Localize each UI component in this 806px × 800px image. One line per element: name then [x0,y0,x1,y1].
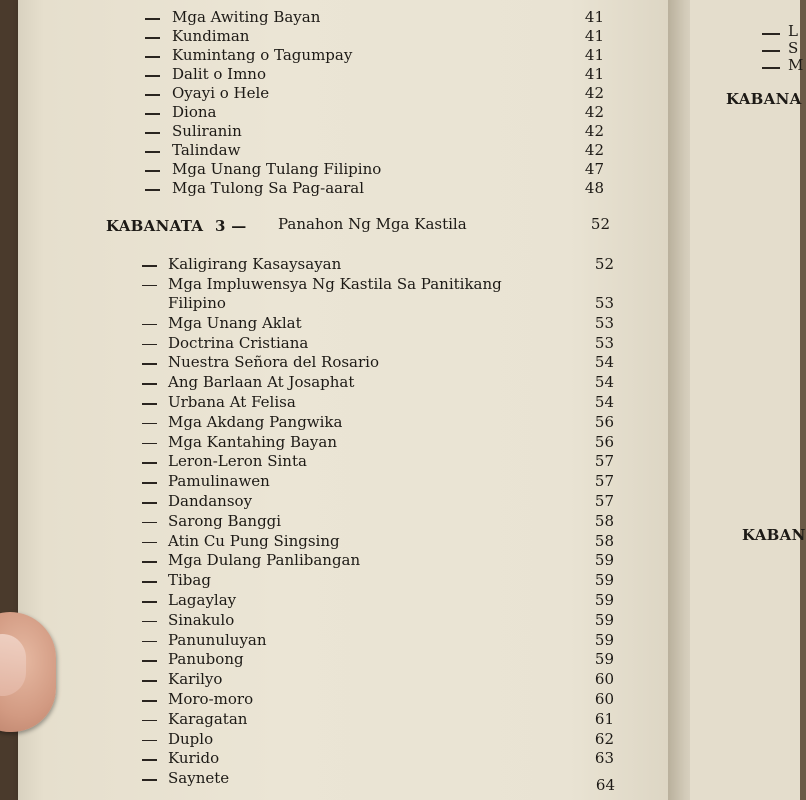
toc-dash [142,660,157,662]
right-dash [762,67,780,69]
toc-entry-label: Moro-moro [168,690,254,708]
toc-dash [142,383,157,385]
toc-dash [145,18,160,20]
toc-entry-page: 48 [584,179,604,197]
toc-entry-page: 57 [594,452,614,471]
toc-entry-label: Sarong Banggi [168,511,282,530]
toc-dash [142,403,157,405]
toc-dash [145,132,160,134]
toc-dash [142,601,157,603]
right-entry: M [788,56,804,74]
toc-entry-label: Leron-Leron Sinta [168,452,307,471]
toc-entry-page: 62 [594,729,614,748]
toc-entry-page: 41 [584,8,604,26]
toc-entry-label: Kundiman [172,27,250,45]
chapter-number: 3 — [215,217,247,235]
right-dash [762,50,780,52]
toc-dash [142,779,157,781]
toc-entry-label: Mga Unang Tulang Filipino [172,160,382,178]
toc-entry-label: Talindaw [172,141,241,159]
toc-entry-page: 41 [584,46,604,64]
toc-entry-page: 59 [594,591,614,609]
toc-entry-page: 42 [584,103,604,121]
toc-entry-label: Dalit o Imno [172,65,266,83]
toc-entry-label: Karagatan [168,709,248,728]
toc-dash [142,700,157,702]
toc-entry-page: 59 [594,610,614,629]
toc-dash [142,324,157,326]
toc-dash [142,462,157,464]
toc-entry-page: 53 [594,313,614,332]
toc-entry-page: 59 [594,650,614,669]
toc-dash [142,581,157,583]
toc-dash [142,759,157,761]
toc-entry-page: 52 [594,255,614,273]
toc-dash [145,113,160,115]
toc-entry-label: Duplo [168,729,214,748]
toc-entry-page: 54 [594,373,614,392]
toc-entry-label: Diona [172,103,217,121]
toc-entry-label: Urbana At Felisa [168,393,296,411]
toc-dash [142,502,157,504]
toc-entry-page: 58 [594,531,614,550]
toc-entry-page: 53 [594,293,614,312]
toc-dash [142,285,157,287]
toc-entry-label: Panubong [168,650,244,669]
toc-entry-label: Mga Akdang Pangwika [168,412,343,431]
toc-dash [142,542,157,544]
toc-entry-page: 56 [594,432,614,451]
toc-entry-label: Saynete [168,769,230,788]
toc-entry-label: Kurido [168,749,220,768]
toc-entry-page: 41 [584,65,604,83]
toc-dash [142,443,157,445]
toc-entry-label: Dandansoy [168,492,253,510]
toc-entry-label: Mga Unang Aklat [168,313,302,332]
toc-dash [142,561,157,563]
toc-entry-label: Kumintang o Tagumpay [172,46,353,64]
toc-dash [142,680,157,682]
chapter-label: KABANATA [106,217,204,235]
toc-entry-label: Mga Awiting Bayan [172,8,321,26]
toc-entry-page: 63 [594,749,614,768]
toc-entry-page: 58 [594,511,614,530]
toc-dash [145,75,160,77]
toc-entry-page: 47 [584,160,604,178]
right-entry: L [788,22,798,40]
toc-dash [142,522,157,524]
toc-dash [142,740,157,742]
toc-entry-page: 42 [584,141,604,159]
toc-entry-page: 54 [594,353,614,372]
toc-entry-label: Suliranin [172,122,242,140]
chapter-title: Panahon Ng Mga Kastila [278,215,467,233]
trailing-page-number: 64 [595,776,615,794]
toc-dash [142,423,157,425]
toc-entry-label: Karilyo [168,670,223,689]
toc-entry-label: Mga Dulang Panlibangan [168,551,361,570]
toc-entry-page: 59 [594,571,614,590]
toc-entry-page: 59 [594,551,614,570]
toc-dash [142,720,157,722]
toc-entry-page: 54 [594,393,614,411]
toc-dash [142,363,157,365]
toc-dash [142,265,157,267]
toc-entry-label: Lagaylay [168,591,237,609]
toc-dash [145,151,160,153]
toc-entry-page: 42 [584,122,604,140]
toc-entry-label: Ang Barlaan At Josaphat [168,373,355,392]
toc-dash [145,189,160,191]
toc-entry-page: 60 [594,670,614,689]
toc-entry-label: Pamulinawen [168,472,270,491]
toc-dash [142,344,157,346]
toc-dash [145,170,160,172]
toc-entry-page: 41 [584,27,604,45]
toc-entry-page: 57 [594,472,614,491]
toc-entry-label: Tibag [168,571,211,590]
right-heading-2: KABAN [742,526,806,544]
toc-entry-page: 59 [594,630,614,649]
toc-entry-page: 61 [594,709,614,728]
toc-entry-label: Panunuluyan [168,630,267,649]
right-dash [762,33,780,35]
toc-entry-label: Mga Kantahing Bayan [168,432,337,451]
thumbnail-nail [0,634,26,696]
toc-entry-label: Atin Cu Pung Singsing [168,531,340,550]
toc-entry-label: Nuestra Señora del Rosario [168,353,380,372]
right-entry: S [788,39,799,57]
toc-entry-page: 60 [594,690,614,708]
toc-entry-page: 42 [584,84,604,102]
toc-entry-page: 57 [594,492,614,510]
chapter-heading [106,217,203,235]
toc-entry-label: Sinakulo [168,610,235,629]
toc-dash [145,37,160,39]
toc-entry-label: Oyayi o Hele [172,84,270,102]
toc-dash [142,482,157,484]
chapter-page: 52 [590,215,610,233]
toc-entry-label: Kaligirang Kasaysayan [168,255,342,273]
toc-dash [145,94,160,96]
toc-dash [142,641,157,643]
right-heading-1: KABANA [726,90,802,108]
toc-entry-label: Doctrina Cristiana [168,333,309,352]
toc-entry-label: Mga Tulong Sa Pag-aaral [172,179,365,197]
toc-entry-label-continued: Filipino [168,293,226,312]
toc-entry-page: 56 [594,412,614,431]
toc-entry-page: 53 [594,333,614,352]
toc-dash [145,56,160,58]
toc-entry-label: Mga Impluwensya Ng Kastila Sa Panitikang [168,274,502,293]
toc-dash [142,621,157,623]
